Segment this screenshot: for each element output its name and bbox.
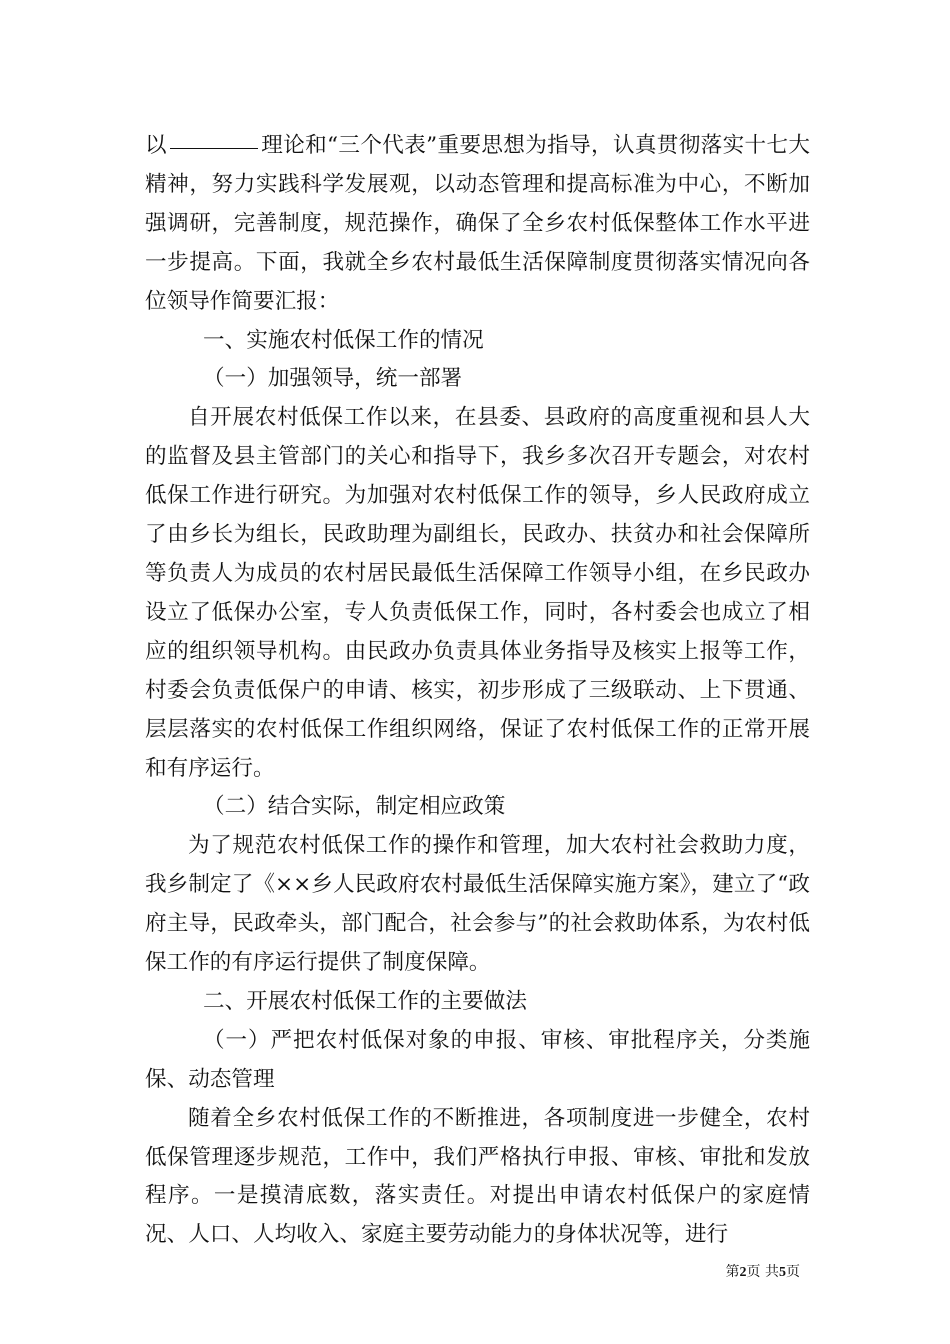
document-body (145, 127, 810, 1255)
fill-in-blank (170, 147, 258, 149)
intro-text: 理论和“三个代表”重要思想为指导，认真贯彻落实十七大精神，努力实践科学发展观，以动态管理和提高标准为中心，不断加强调研，完善制度，规范操作，确保了全乡农村低保整体工作水平进一步提高。下面，我就全乡农村最低生活保障制度贯彻落实情况向各位领导作简要汇报： (145, 133, 810, 314)
paragraph-intro (145, 127, 810, 322)
paragraph-2: 为了规范农村低保工作的操作和管理，加大农村社会救助力度，我乡制定了《××乡人民政府农村最低生活保障实施方案》，建立了“政府主导，民政牵头，部门配合，社会参与”的社会救助体系，为农村低保工作的有序运行提供了制度保障。 (145, 833, 810, 976)
footer-total-pages: 5 (779, 1265, 786, 1280)
subsection-heading-1-2: （二）结合实际，制定相应政策 (203, 794, 506, 820)
page-footer (726, 1261, 800, 1281)
footer-page-number: 2 (739, 1265, 747, 1280)
section-heading-2: 二、开展农村低保工作的主要做法 (203, 988, 527, 1014)
subsection-heading-2-1: （一）严把农村低保对象的申报、审核、审批程序关，分类施保、动态管理 (145, 1027, 810, 1092)
paragraph-1: 自开展农村低保工作以来，在县委、县政府的高度重视和县人大的监督及县主管部门的关心和指导下，我乡多次召开专题会，对农村低保工作进行研究。为加强对农村低保工作的领导，乡人民政府成立了由乡长为组长，民政助理为副组长，民政办、扶贫办和社会保障所等负责人为成员的农村居民最低生活保障工作领导小组，在乡民政办设立了低保办公室，专人负责低保工作，同时，各村委会也成立了相应的组织领导机构。由民政办负责具体业务指导及核实上报等工作，村委会负责低保户的申请、核实，初步形成了三级联动、上下贯通、层层落实的农村低保工作组织网络，保证了农村低保工作的正常开展和有序运行。 (145, 405, 810, 781)
section-heading-1: 一、实施农村低保工作的情况 (203, 327, 484, 353)
paragraph-3: 随着全乡农村低保工作的不断推进，各项制度进一步健全，农村低保管理逐步规范，工作中，我们严格执行申报、审核、审批和发放程序。一是摸清底数，落实责任。对提出申请农村低保户的家庭情况、人口、人均收入、家庭主要劳动能力的身体状况等，进行 (145, 1105, 810, 1248)
footer-post: 页 (786, 1264, 800, 1280)
intro-prefix: 以 (145, 133, 167, 158)
subsection-heading-1-1: （一）加强领导，统一部署 (203, 366, 463, 392)
footer-pre: 第 (725, 1264, 740, 1280)
footer-mid: 页 共 (746, 1264, 779, 1280)
